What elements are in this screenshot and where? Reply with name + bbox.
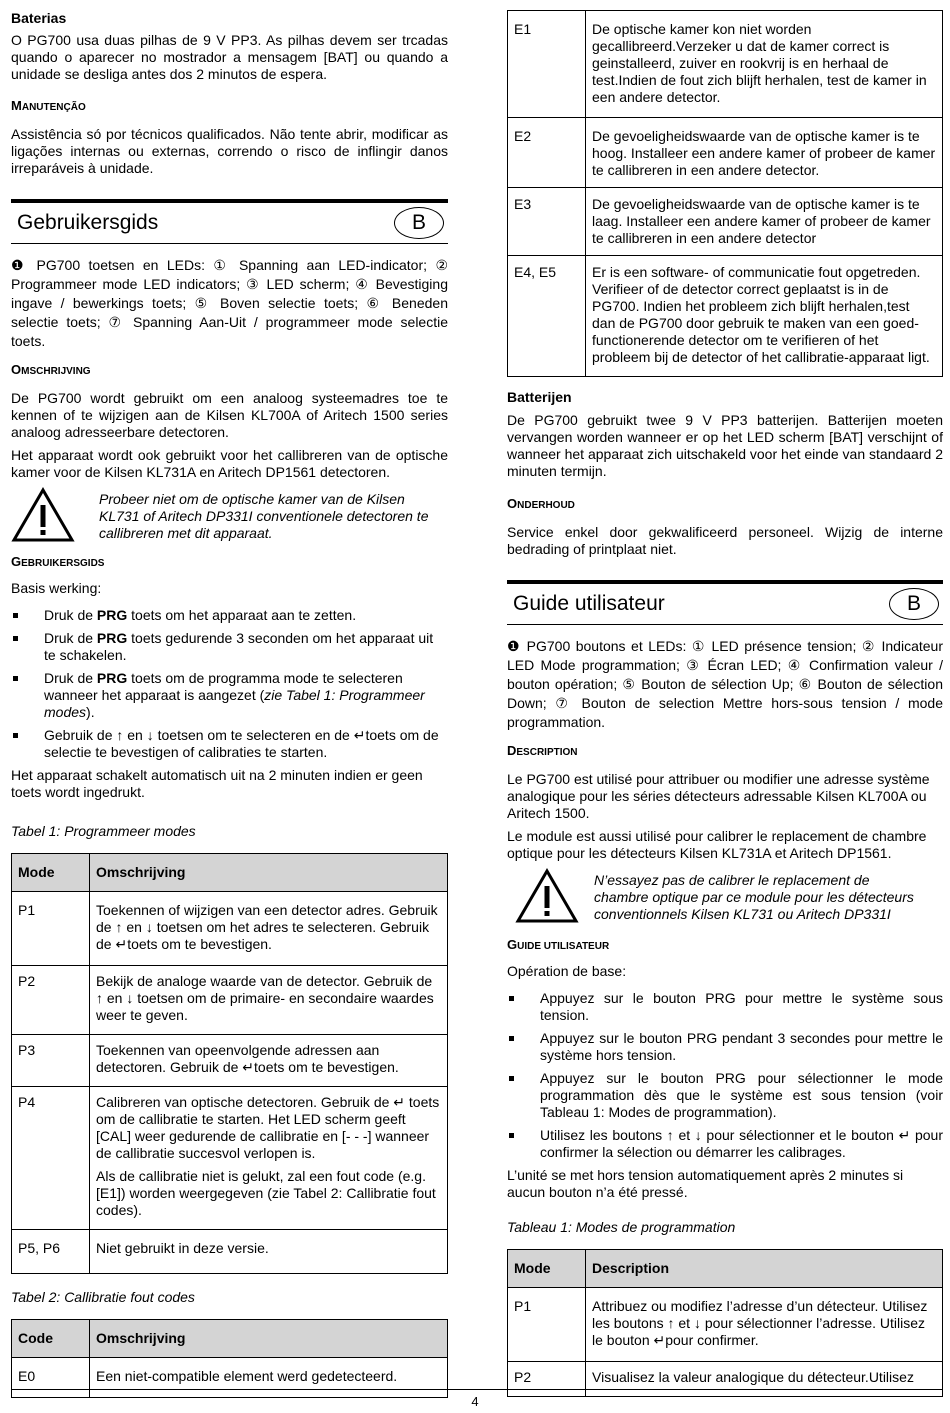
- warning-block: [11, 485, 448, 547]
- footer-rule: [11, 1389, 943, 1390]
- table1-caption: Tableau 1: Modes de programmation: [507, 1219, 736, 1235]
- table-program-modes: [11, 853, 448, 1274]
- page-number: 4: [471, 1394, 479, 1409]
- table-row: E4, E5 Er is een software- of communicatie fout opgetreden. Verifieer of de detector correct geplaatst is in de PG700. Indien het probleem zich blijft herhalen,test dan de PG700 door gebruik te maken van een goed-functionerende detector om te verifieren of het probleem bij de detector of het callibratie-apparaat ligt.: [508, 256, 943, 377]
- batteries-pt-title: Baterias: [11, 10, 67, 26]
- warning-text: N’essayez pas de calibrer le replacement de chambre optique par ce module pour les détecteurs conventionnels Kilsen KL731 ou Aritech DP331I: [594, 872, 914, 922]
- table-row: P2 Visualisez la valeur analogique du détecteur.Utilisez: [508, 1362, 943, 1397]
- table-row: E2 De gevoeligheidswaarde van de optische kamer is te hoog. Installeer een andere kamer of probeer de kamer te callibreren in een andere detector.: [508, 118, 943, 188]
- description-p2: Het apparaat wordt ook gebruikt voor het callibreren van de optische kamer voor de Kilsen KL731A en Aritech DP1561 detectoren.: [11, 447, 448, 480]
- table-row: P1 Toekennen of wijzigen van een detector adres. Gebruik de ↑ en ↓ toetsen om het adres te selecteren. Gebruik de ↵toets om te bevestigen.: [12, 892, 448, 966]
- instruction-list: [11, 607, 448, 761]
- list-item: Appuyez sur le bouton PRG pendant 3 secondes pour mettre le système hors tension.: [507, 1030, 943, 1064]
- description-title: OMSCHRIJVING: [11, 362, 91, 377]
- section-banner-nl: [11, 199, 448, 244]
- maintenance-pt-text: Assistência só por técnicos qualificados. Não tente abrir, modificar as ligações internas ou externas, correndo o risco de inflingir danos irreparáveis à unidade.: [11, 126, 448, 176]
- warning-text: Probeer niet om de optische kamer van de Kilsen KL731 of Aritech DP331I conventionele detectoren te callibreren met dit apparaat.: [99, 491, 429, 541]
- table-row: P3 Toekennen van opeenvolgende adressen aan detectoren. Gebruik de ↵toets om te bevestigen.: [12, 1035, 448, 1087]
- table-row: E3 De gevoeligheidswaarde van de optische kamer is te laag. Installeer een andere kamer of probeer de kamer te callibreren in een andere detector: [508, 188, 943, 256]
- basic-operation: Opération de base:: [507, 963, 627, 979]
- table-row: E0 Een niet-compatible element werd gedetecteerd.: [12, 1358, 448, 1398]
- list-item: Druk de PRG toets om de programma mode te selecteren wanneer het apparaat is aangezet (zie Tabel 1: Programmeer modes).: [11, 670, 448, 721]
- description-p1: De PG700 wordt gebruikt om een analoog systeemadres toe te kennen of te wijzigen aan de Kilsen KL700A of Aritech 1500 series analoog adresseerbare detectoren.: [11, 390, 448, 440]
- description-title: DESCRIPTION: [507, 743, 578, 758]
- list-item: Utilisez les boutons ↑ et ↓ pour sélectionner et le bouton ↵ pour confirmer la sélection ou démarrer les calibrages.: [507, 1127, 943, 1161]
- list-item: Gebruik de ↑ en ↓ toetsen om te selecteren en de ↵toets om de selectie te bevestigen of calibraties te starten.: [11, 727, 448, 761]
- table-header-row: [12, 854, 448, 892]
- table-error-codes-continued: [507, 10, 943, 377]
- guide-title: GEBRUIKERSGIDS: [11, 554, 105, 569]
- list-item: Druk de PRG toets om het apparaat aan te zetten.: [11, 607, 448, 624]
- table-row: P5, P6 Niet gebruikt in deze versie.: [12, 1230, 448, 1274]
- table-header-cell: Omschrijving: [90, 854, 448, 892]
- table-row: P4 Calibreren van optische detectoren. Gebruik de ↵ toets om de callibratie te starten. Het LED scherm geeft [CAL] weer gedurende de callibratie en [- - -] wanneer de callibratie succesvol verlopen is. Als de callibratie niet is gelukt, zal een fout code (e.g. [E1]) worden weergegeven (zie Tabel 2: Callibratie fout codes).: [12, 1087, 448, 1230]
- warning-icon: [11, 487, 75, 543]
- list-item: Appuyez sur le bouton PRG pour sélectionner le mode programmation dès que le système est sous tension (voir Tableau 1: Modes de programmation).: [507, 1070, 943, 1121]
- instruction-list: [507, 990, 943, 1161]
- maintenance-nl-title: ONDERHOUD: [507, 496, 575, 511]
- maintenance-nl-text: Service enkel door gekwalificeerd personeel. Wijzig de interne bedrading of printplaat niet.: [507, 524, 943, 557]
- batteries-nl-text: De PG700 gebruikt twee 9 V PP3 batterijen. Batterijen moeten vervangen worden wanneer er op het LED scherm [BAT] verschijnt of wanneer het apparaat zich uitschakeld voor het einde van standaard 2 minuten termijn.: [507, 412, 943, 479]
- left-column: [11, 10, 448, 1398]
- table1-caption: Tabel 1: Programmeer modes: [11, 823, 196, 839]
- table-header-cell: Mode: [12, 854, 90, 892]
- table-header-row: Mode Description: [508, 1250, 943, 1288]
- batteries-nl-title: Batterijen: [507, 389, 572, 405]
- list-item: Druk de PRG toets gedurende 3 seconden om het apparaat uit te schakelen.: [11, 630, 448, 664]
- table-error-codes: [11, 1319, 448, 1398]
- table2-caption: Tabel 2: Callibratie fout codes: [11, 1289, 195, 1305]
- intro-keys: ❶ PG700 boutons et LEDs: ① LED présence tension; ② Indicateur LED Mode programmation; ③ Écran LED; ④ Confirmation valeur / bouton opération; ⑤ Bouton de sélection Up; ⑥ Bouton de sélection Down; ⑦ Bouton de selection Mettre hors-sous tension / mode programmation.: [507, 638, 943, 730]
- basic-operation: Basis werking:: [11, 580, 102, 596]
- section-banner-fr: [507, 580, 943, 625]
- maintenance-pt-title: MANUTENÇÃO: [11, 98, 86, 113]
- auto-off-text: Het apparaat schakelt automatisch uit na 2 minuten indien er geen toets wordt ingedrukt.: [11, 767, 423, 800]
- list-item: Appuyez sur le bouton PRG pour mettre le système sous tension.: [507, 990, 943, 1024]
- language-badge: B: [394, 207, 444, 239]
- intro-keys: ❶ PG700 toetsen en LEDs: ① Spanning aan LED-indicator; ② Programmeer mode LED indicators; ③ LED scherm; ④ Bevestiging ingave / bewerkings toets; ⑤ Boven selectie toets; ⑥ Beneden selectie toets; ⑦ Spanning Aan-Uit / programmeer mode selectie toets.: [11, 257, 448, 349]
- banner-title: Gebruikersgids: [17, 211, 159, 234]
- warning-block: [507, 866, 943, 930]
- table-row: P1 Attribuez ou modifiez l’adresse d’un détecteur. Utilisez les boutons ↑ et ↓ pour sélectionner l’adresse. Utilisez le bouton ↵pour confirmer.: [508, 1288, 943, 1362]
- description-p2: Le module est aussi utilisé pour calibrer le replacement de chambre optique pour les détecteurs Kilsen KL731A et Aritech DP1561.: [507, 828, 927, 861]
- auto-off-text: L’unité se met hors tension automatiquement après 2 minutes si aucun bouton n’a été pressé.: [507, 1167, 904, 1200]
- guide-title: GUIDE UTILISATEUR: [507, 937, 610, 952]
- table-row: E1 De optische kamer kon niet worden gecallibreerd.Verzeker u dat de kamer correct is geinstalleerd, zuiver en rookvrij is en herhaal de test.Indien de fout zich blijft herhalen, test de kamer in een andere detector.: [508, 11, 943, 118]
- table-row: P2 Bekijk de analoge waarde van de detector. Gebruik de ↑ en ↓ toetsen om de primaire- en secondaire waardes weer te geven.: [12, 966, 448, 1035]
- table-header-row: Code Omschrijving: [12, 1320, 448, 1358]
- warning-icon: [515, 868, 579, 924]
- language-badge: B: [889, 588, 939, 620]
- right-column: [507, 10, 943, 1397]
- description-p1: Le PG700 est utilisé pour attribuer ou modifier une adresse système analogique pour les séries détecteurs adressable Kilsen KL700A ou Aritech 1500.: [507, 771, 930, 821]
- batteries-pt-text: O PG700 usa duas pilhas de 9 V PP3. As pilhas devem ser trcadas quando o aparecer no mostrador a mensagem [BAT] ou quando a unidade se desliga antes dos 2 minutos de espera.: [11, 32, 448, 82]
- banner-title: Guide utilisateur: [513, 592, 665, 615]
- table-program-modes-fr: [507, 1249, 943, 1397]
